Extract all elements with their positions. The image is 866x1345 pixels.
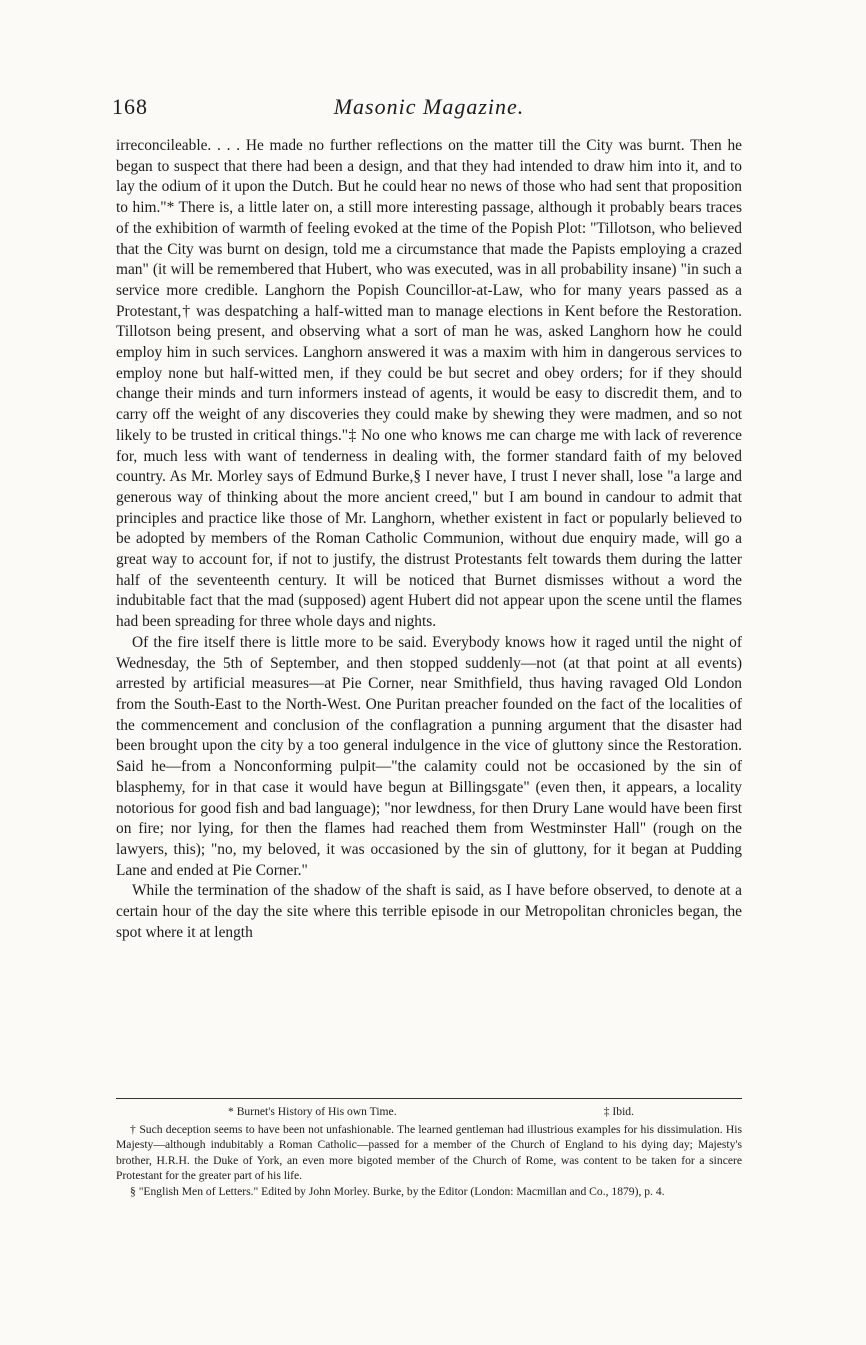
running-title: Masonic Magazine. [333,94,525,119]
paragraph-3: While the termination of the shadow of the shaft is said, as I have before observed, to denote at a certain hour of the day the site where this terrible episode in our Metropolitan chronicles began, the spot where it at length [116,882,742,941]
footnote-row-1 [116,1104,742,1120]
footnote-ibid: ‡ Ibid. [603,1105,634,1118]
paragraph-2: Of the fire itself there is little more to be said. Everybody knows how it raged until the night of Wednesday, the 5th of September, and then stopped suddenly—not (at that point at all events) arrested by artificial measures—at Pie Corner, near Smithfield, thus having ravaged Old London from the South-East to the North-West. One Puritan preacher founded on the fact of the localities of the commencement and conclusion of the conflagration a punning argument that the disaster had been brought upon the city by a too general indulgence in the vice of gluttony since the Restoration. Said he—from a Nonconforming pulpit—"the calamity could not be occasioned by the sin of blasphemy, for in that case it would have begun at Billingsgate" (even then, it appears, a locality notorious for good fish and bad language); "nor lewdness, for then Drury Lane would have been first on fire; nor lying, for then the flames had reached them from Westminster Hall" (rough on the lawyers, this); "no, my beloved, it was occasioned by the sin of gluttony, for it began at Pudding Lane and ended at Pie Corner." [116,633,742,879]
footnote-burnet: * Burnet's History of His own Time. [228,1105,397,1118]
footnotes [116,1104,742,1200]
footnote-dagger: † Such deception seems to have been not unfashionable. The learned gentleman had illustrious examples for his dissimulation. His Majesty—although indubitably a Roman Catholic—passed for a member of the Church of England to his dying day; Majesty's brother, H.R.H. the Duke of York, an even more bigoted member of the Church of Rome, was content to be taken for a sincere Protestant for the greater part of his life. [116,1122,742,1183]
footnote-divider [116,1098,742,1099]
page-header [112,94,746,128]
footnote-section: § "English Men of Letters." Edited by John Morley. Burke, by the Editor (London: Macmillan and Co., 1879), p. 4. [130,1184,665,1198]
paragraph-1: irreconcileable. . . . He made no further reflections on the matter till the City was burnt. Then he began to suspect that there had been a design, and that they had intended to draw him into it, and to lay the odium of it upon the Dutch. But he could hear no news of those who had sent that proposition to him."* There is, a little later on, a still more interesting passage, although it probably bears traces of the exhibition of warmth of feeling evoked at the time of the Popish Plot: "Tillotson, who believed that the City was burnt on design, told me a circumstance that made the Papists employing a crazed man" (it will be remembered that Hubert, who was executed, was in all probability insane) "in such a service more credible. Langhorn the Popish Councillor-at-Law, who for many years passed as a Protestant,† was despatching a half-witted man to manage elections in Kent before the Restoration. Tillotson being present, and observing what a sort of man he was, asked Langhorn how he could employ him in such services. Langhorn answered it was a maxim with him in dangerous services to employ none but half-witted men, if they could be but secret and obey orders; for if they should change their minds and turn informers instead of agents, it would be easy to discredit them, and to carry off the weight of any discoveries they could make by shewing they were madmen, and so not likely to be trusted in critical things."‡ No one who knows me can charge me with lack of reverence for, much less with want of tenderness in dealing with, the former standard faith of my beloved country. As Mr. Morley says of Edmund Burke,§ I never have, I trust I never shall, lose "a large and generous way of thinking about the more ancient creed," but I am bound in candour to admit that principles and practice like those of Mr. Langhorn, whether existent in fact or popularly believed to be adopted by members of the Roman Catholic Communion, without due enquiry made, will go a great way to account for, if not to justify, the distrust Protestants felt towards them during the latter half of the seventeenth century. It will be noticed that Burnet dismisses without a word the indubitable fact that the mad (supposed) agent Hubert did not appear upon the scene until the flames had been spreading for three whole days and nights. [116,137,742,631]
article-body [116,136,742,943]
page-number: 168 [112,94,148,119]
